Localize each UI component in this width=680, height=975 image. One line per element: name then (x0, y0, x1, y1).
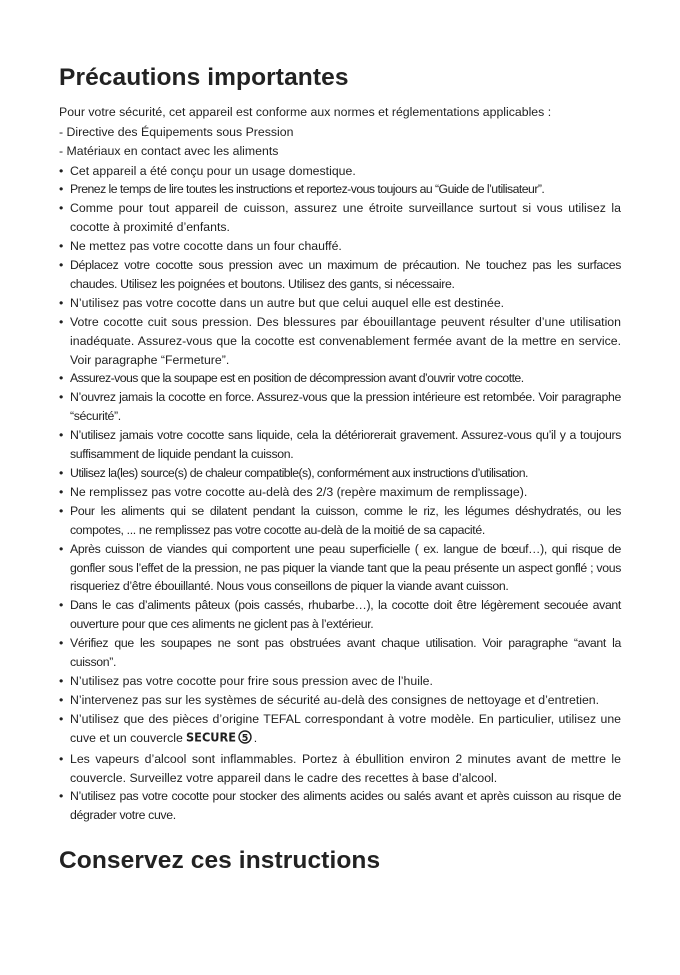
precaution-item-secure (59, 710, 621, 750)
intro-block (59, 103, 621, 162)
secure-logo-text: SECURE (185, 730, 236, 744)
precaution-item: • N’utilisez pas votre cocotte pour frire sous pression avec de l’huile. (59, 672, 621, 691)
secure-logo-number: 5 (241, 732, 249, 744)
precaution-item: • Ne remplissez pas votre cocotte au-delà des 2/3 (repère maximum de remplissage). (59, 483, 621, 502)
precaution-item: • Cet appareil a été conçu pour un usage domestique. (59, 162, 621, 181)
precaution-item: • Dans le cas d’aliments pâteux (pois cassés, rhubarbe…), la cocotte doit être légèrement secouée avant ouverture pour que ces aliments ne giclent pas à l’extérieur. (59, 596, 621, 634)
precaution-item: • Ne mettez pas votre cocotte dans un four chauffé. (59, 237, 621, 256)
intro-line: Pour votre sécurité, cet appareil est conforme aux normes et réglementations applicables : (59, 105, 552, 119)
secure-5-logo (186, 730, 254, 750)
directive-item: - Matériaux en contact avec les aliments (59, 144, 279, 158)
precaution-item: • Vérifiez que les soupapes ne sont pas obstruées avant chaque utilisation. Voir paragraphe “avant la cuisson”. (59, 634, 621, 672)
precaution-item: • Après cuisson de viandes qui comportent une peau superficielle ( ex. langue de bœuf…), qui risque de gonfler sous l’effet de la pression, ne pas piquer la viande tant que la peau présente un aspect gonflé ; vous risqueriez d’être ébouillanté. Nous vous conseillons de piquer la viande avant cuisson. (59, 540, 621, 597)
precaution-text: N’utilisez que des pièces d’origine TEFAL correspondant à votre modèle. En particulier, utilisez une cuve et un couvercle (70, 711, 621, 745)
precaution-item: • Les vapeurs d’alcool sont inflammables. Portez à ébullition environ 2 minutes avant de mettre le couvercle. Surveillez votre appareil dans le cadre des recettes à base d’alcool. (59, 750, 621, 788)
precaution-item: • N’ouvrez jamais la cocotte en force. Assurez-vous que la pression intérieure est retombée. Voir paragraphe “sécurité”. (59, 388, 621, 426)
precaution-item: • Assurez-vous que la soupape est en position de décompression avant d’ouvrir votre cocotte. (59, 369, 621, 388)
precaution-item: • N’intervenez pas sur les systèmes de sécurité au-delà des consignes de nettoyage et d’entretien. (59, 691, 621, 710)
precaution-item: • Comme pour tout appareil de cuisson, assurez une étroite surveillance surtout si vous utilisez la cocotte à proximité d’enfants. (59, 199, 621, 237)
precaution-item: • Votre cocotte cuit sous pression. Des blessures par ébouillantage peuvent résulter d’une utilisation inadéquate. Assurez-vous que la cocotte est convenablement fermée avant de la mettre en service. Voir paragraphe “Fermeture”. (59, 313, 621, 370)
precaution-item: • Déplacez votre cocotte sous pression avec un maximum de précaution. Ne touchez pas les surfaces chaudes. Utilisez les poignées et boutons. Utilisez des gants, si nécessaire. (59, 256, 621, 294)
precaution-item: • Pour les aliments qui se dilatent pendant la cuisson, comme le riz, les légumes déshydratés, ou les compotes, ... ne remplissez pas votre cocotte au-delà de la moitié de sa capacité. (59, 502, 621, 540)
precaution-item: • N’utilisez pas votre cocotte pour stocker des aliments acides ou salés avant et après cuisson au risque de dégrader votre cuve. (59, 787, 621, 825)
precaution-item: • N’utilisez pas votre cocotte dans un autre but que celui auquel elle est destinée. (59, 294, 621, 313)
precaution-suffix: . (253, 730, 258, 745)
precaution-item: • N’utilisez jamais votre cocotte sans liquide, cela la détériorerait gravement. Assurez-vous qu’il y a toujours suffisamment de liquide pendant la cuisson. (59, 426, 621, 464)
precaution-item: • Utilisez la(les) source(s) de chaleur compatible(s), conformément aux instructions d’utilisation. (59, 464, 621, 483)
footer-title: Conservez ces instructions (59, 847, 381, 875)
document-page (59, 62, 621, 877)
page-title: Précautions importantes (59, 64, 349, 91)
directive-item: - Directive des Équipements sous Pression (59, 124, 294, 139)
precautions-list (59, 162, 621, 826)
precaution-item: • Prenez le temps de lire toutes les instructions et reportez-vous toujours au “Guide de l’utilisateur”. (59, 180, 621, 199)
